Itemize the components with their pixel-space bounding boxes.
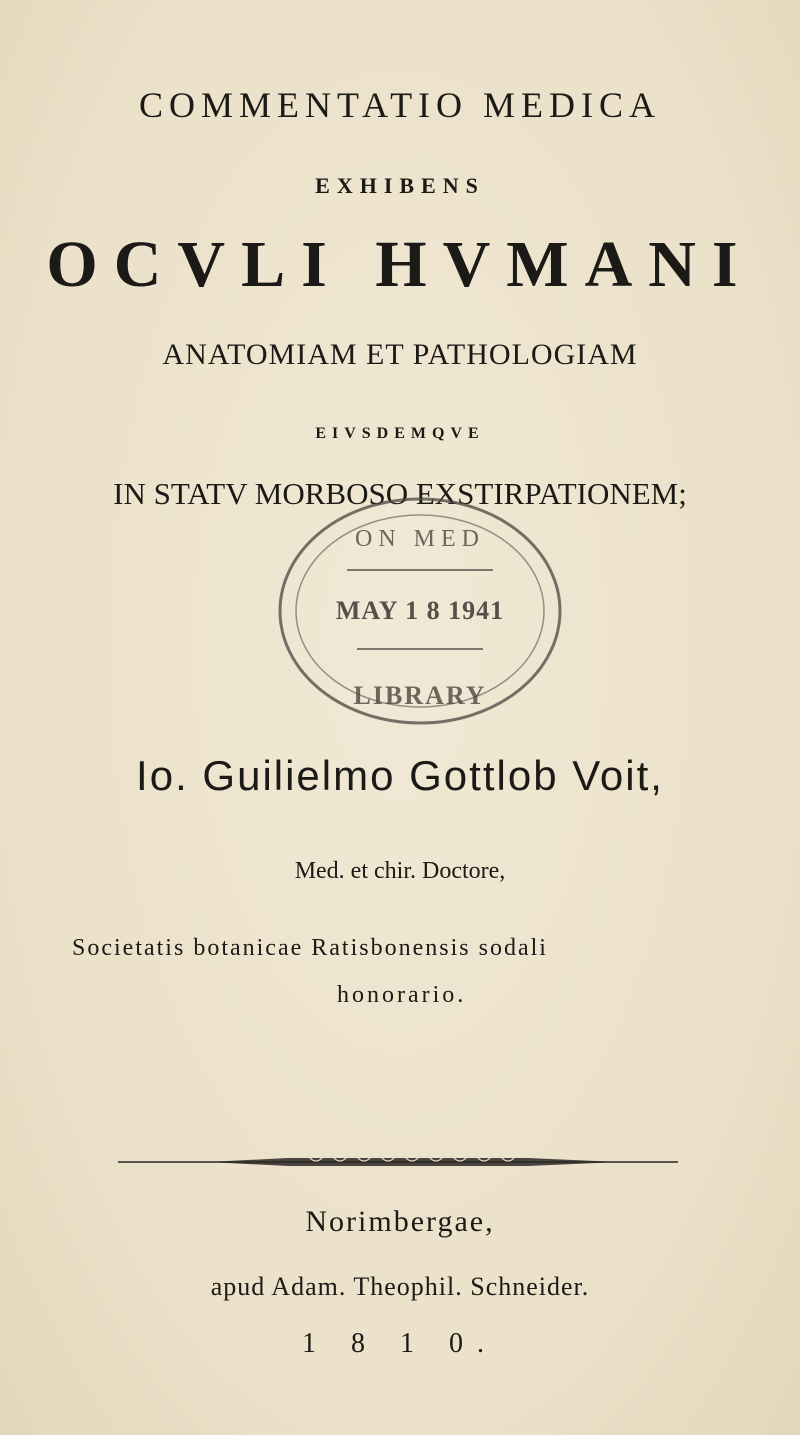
imprint-publisher: apud Adam. Theophil. Schneider. xyxy=(210,1272,590,1301)
title-in-statv: IN STATV MORBOSO EXSTIRPATIONEM; xyxy=(113,476,687,511)
stamp-date-text: MAY 1 8 1941 xyxy=(335,596,505,625)
subtitle-eivsdemqve: EIVSDEMQVE xyxy=(315,425,485,442)
subtitle-exhibens: EXHIBENS xyxy=(315,173,485,198)
author-name: Io. Guilielmo Gottlob Voit, xyxy=(136,752,664,799)
title-anatomiam: ANATOMIAM ET PATHOLOGIAM xyxy=(162,338,638,371)
honorary-line: honorario. xyxy=(337,982,467,1008)
society-line: Societatis botanicae Ratisbonensis sodali xyxy=(72,935,548,961)
imprint-year: 1 8 1 0. xyxy=(302,1328,498,1359)
imprint-place: Norimbergae, xyxy=(305,1205,495,1238)
title-ocvli-hvmani: OCVLI HVMANI xyxy=(46,228,754,301)
title-commentatio-medica: COMMENTATIO MEDICA xyxy=(138,85,662,125)
library-stamp xyxy=(275,492,565,730)
author-degree: Med. et chir. Doctore, xyxy=(294,858,506,884)
ornamental-rule xyxy=(118,1150,678,1174)
stamp-top-text: ON MED xyxy=(355,526,485,552)
stamp-bottom-text: LIBRARY xyxy=(353,681,487,710)
